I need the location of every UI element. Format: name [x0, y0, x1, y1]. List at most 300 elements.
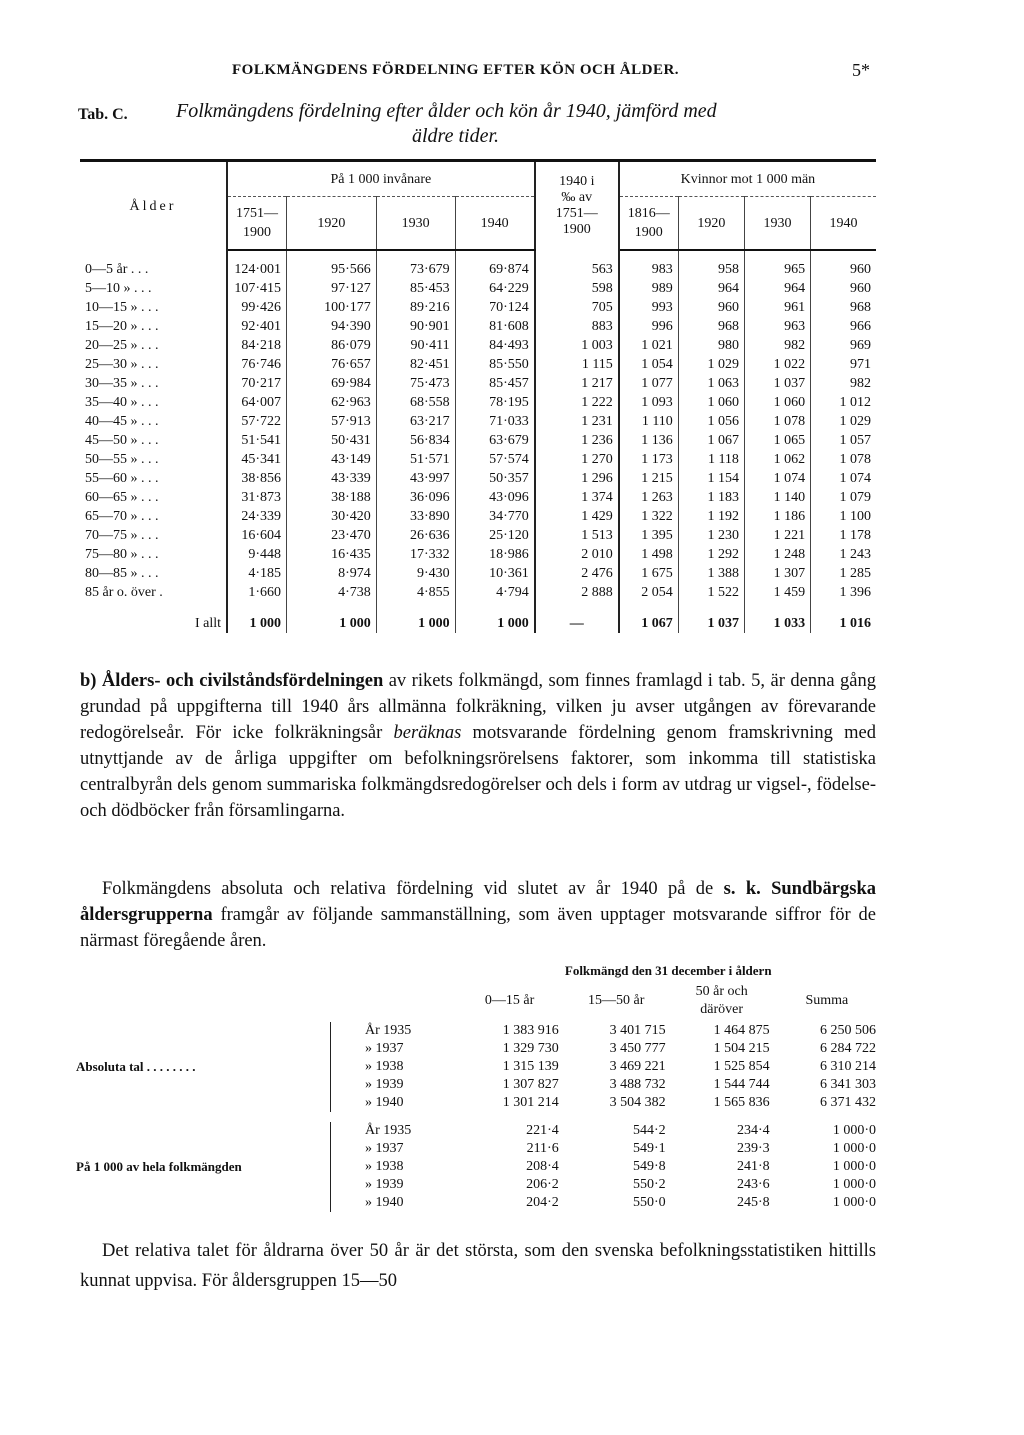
age-label: 0—5 år . . .	[80, 250, 227, 279]
women-per-men-cell: 1 285	[839, 566, 871, 581]
total-pm-cell: —	[535, 602, 619, 633]
per-1000-cell: 64·007	[227, 393, 287, 412]
comp-value-cell: 1 000·0	[832, 1123, 876, 1138]
per-1000-cell: 85·550	[455, 355, 535, 374]
comp-value-cell: 206·2	[526, 1177, 559, 1192]
pm-1940-cell: 563	[535, 250, 619, 279]
comp-value-cell: 6 371 432	[820, 1095, 876, 1110]
total-women-cell: 1 067	[619, 602, 679, 633]
total-row	[80, 602, 876, 633]
per-1000-cell: 25·120	[455, 526, 535, 545]
per-1000-cell: 69·874	[455, 250, 535, 279]
table-title-line1: Folkmängdens fördelning efter ålder och kön år 1940, jämförd med	[176, 100, 717, 122]
table-title-line2: äldre tider.	[412, 125, 500, 147]
year-label: » 1940	[365, 1095, 404, 1110]
pm-1940-cell: 1 296	[535, 469, 619, 488]
age-label: 80—85 » . . .	[80, 564, 227, 583]
header-a-1940: 1940	[455, 197, 535, 251]
women-per-men-cell: 961	[744, 298, 810, 317]
header-c-1930: 1930	[744, 197, 810, 251]
age-label: 30—35 » . . .	[80, 374, 227, 393]
per-1000-cell: 107·415	[227, 279, 287, 298]
age-label: 85 år o. över .	[80, 583, 227, 602]
women-per-men-cell: 1 077	[619, 374, 679, 393]
per-1000-cell: 99·426	[227, 298, 287, 317]
per-1000-cell: 63·679	[455, 431, 535, 450]
women-per-men-cell: 968	[678, 317, 744, 336]
group-spacer	[72, 1112, 880, 1122]
per-1000-cell: 4·794	[455, 583, 535, 602]
women-per-men-cell: 958	[678, 250, 744, 279]
comp-value-cell: 6 250 506	[820, 1023, 876, 1038]
per-1000-cell: 10·361	[455, 564, 535, 583]
per-1000-cell: 84·218	[227, 336, 287, 355]
running-title: FOLKMÄNGDENS FÖRDELNING EFTER KÖN OCH ÅLDER.	[232, 62, 680, 78]
comp-value-cell: 221·4	[526, 1123, 559, 1138]
women-per-men-cell: 1 060	[678, 393, 744, 412]
per-1000-cell: 71·033	[455, 412, 535, 431]
running-head	[0, 62, 1024, 86]
women-per-men-cell: 960	[850, 281, 871, 296]
year-label: » 1939	[365, 1177, 404, 1192]
per-1000-cell: 75·473	[376, 374, 455, 393]
women-per-men-cell: 980	[678, 336, 744, 355]
women-per-men-cell: 1 186	[744, 507, 810, 526]
per-1000-cell: 4·855	[376, 583, 455, 602]
women-per-men-cell: 963	[744, 317, 810, 336]
women-per-men-cell: 1 230	[678, 526, 744, 545]
pm-1940-cell: 2 010	[535, 545, 619, 564]
paragraph-b-text1: av rikets folkmängd, som finnes framlagd i tab. 5, är denna gång grundad på uppgifterna till 1940 års allmänna folkräkning, vilken ju avser utgången av förevarande redogörelseår. För icke folkräkningsår	[80, 671, 876, 743]
women-per-men-cell: 1 074	[744, 469, 810, 488]
year-label: År 1935	[365, 1123, 412, 1138]
per-1000-cell: 57·722	[227, 412, 287, 431]
header-c-1920: 1920	[678, 197, 744, 251]
total-women-cell: 1 037	[678, 602, 744, 633]
women-per-men-cell: 1 396	[839, 585, 871, 600]
per-1000-cell: 38·188	[287, 488, 377, 507]
year-label: » 1937	[365, 1041, 404, 1056]
women-per-men-cell: 1 192	[678, 507, 744, 526]
header-pm-line1: 1940 i	[559, 174, 595, 189]
per-1000-cell: 73·679	[376, 250, 455, 279]
women-per-men-cell: 1 078	[839, 452, 871, 467]
comp-value-cell: 1 329 730	[502, 1041, 559, 1056]
women-per-men-cell: 1 459	[744, 583, 810, 602]
comp-value-cell: 550·2	[633, 1177, 666, 1192]
comp-col-50-plus: 50 år och däröver	[695, 984, 748, 1017]
per-1000-cell: 16·604	[227, 526, 287, 545]
total-label: I allt	[80, 602, 227, 633]
women-per-men-cell: 1 307	[744, 564, 810, 583]
total-per-1000-cell: 1 000	[376, 602, 455, 633]
age-group-comparison-table	[72, 962, 880, 1212]
comp-value-cell: 1 301 214	[502, 1095, 559, 1110]
per-1000-cell: 57·574	[455, 450, 535, 469]
per-1000-cell: 62·963	[287, 393, 377, 412]
comp-value-cell: 1 464 875	[713, 1023, 770, 1038]
women-per-men-cell: 960	[678, 298, 744, 317]
per-1000-cell: 18·986	[455, 545, 535, 564]
per-1000-cell: 85·457	[455, 374, 535, 393]
header-c-1816-1900: 1816— 1900	[619, 197, 679, 251]
comp-value-cell: 3 401 715	[609, 1023, 666, 1038]
page-number: 5*	[852, 60, 870, 80]
women-per-men-cell: 1 215	[619, 469, 679, 488]
paragraph-c-text2: framgår av följande sammanställning, som även upptager motsvarande siffror för de närmast föregående åren.	[80, 905, 876, 951]
year-label: » 1940	[365, 1195, 404, 1210]
total-women-cell: 1 033	[744, 602, 810, 633]
women-per-men-cell: 1 110	[619, 412, 679, 431]
comp-value-cell: 3 504 382	[609, 1095, 666, 1110]
per-1000-cell: 81·608	[455, 317, 535, 336]
comp-super-header: Folkmängd den 31 december i åldern	[564, 963, 772, 978]
per-1000-cell: 76·657	[287, 355, 377, 374]
women-per-men-cell: 1 395	[619, 526, 679, 545]
women-per-men-cell: 964	[744, 279, 810, 298]
header-pm-line3: 1751—	[555, 206, 598, 221]
age-label: 15—20 » . . .	[80, 317, 227, 336]
age-label: 40—45 » . . .	[80, 412, 227, 431]
women-per-men-cell: 1 021	[619, 336, 679, 355]
women-per-men-cell: 1 292	[678, 545, 744, 564]
header-age: Ålder	[80, 162, 227, 250]
pm-1940-cell: 598	[535, 279, 619, 298]
pm-1940-cell: 1 003	[535, 336, 619, 355]
women-per-men-cell: 965	[744, 250, 810, 279]
per-1000-cell: 100·177	[287, 298, 377, 317]
year-label: » 1939	[365, 1077, 404, 1092]
table-row	[80, 279, 876, 298]
comp-value-cell: 1 000·0	[832, 1177, 876, 1192]
paragraph-c-text1: Folkmängdens absoluta och relativa fördelning vid slutet av år 1940 på de	[102, 879, 724, 899]
women-per-men-cell: 1 029	[678, 355, 744, 374]
comp-value-cell: 3 450 777	[609, 1041, 666, 1056]
pm-1940-cell: 1 115	[535, 355, 619, 374]
total-per-1000-cell: 1 000	[227, 602, 287, 633]
pm-1940-cell: 1 270	[535, 450, 619, 469]
women-per-men-cell: 1 029	[839, 414, 871, 429]
women-per-men-cell: 1 012	[839, 395, 871, 410]
per-1000-cell: 97·127	[287, 279, 377, 298]
comp-value-cell: 549·8	[633, 1159, 666, 1174]
pm-1940-cell: 705	[535, 298, 619, 317]
per-1000-cell: 70·217	[227, 374, 287, 393]
comp-value-cell: 1 383 916	[502, 1023, 559, 1038]
header-a-1751-1900: 1751— 1900	[227, 197, 287, 251]
pm-1940-cell: 2 476	[535, 564, 619, 583]
women-per-men-cell: 989	[619, 279, 679, 298]
per-1000-cell: 9·448	[227, 545, 287, 564]
comp-value-cell: 245·8	[737, 1195, 770, 1210]
table-row	[80, 488, 876, 507]
per-1000-cell: 24·339	[227, 507, 287, 526]
women-per-men-cell: 1 022	[744, 355, 810, 374]
women-per-men-cell: 1 221	[744, 526, 810, 545]
paragraph-b	[80, 668, 876, 824]
women-per-men-cell: 1 173	[619, 450, 679, 469]
per-1000-cell: 16·435	[287, 545, 377, 564]
table-row	[80, 355, 876, 374]
age-label: 5—10 » . . .	[80, 279, 227, 298]
women-per-men-cell: 993	[619, 298, 679, 317]
per-1000-cell: 63·217	[376, 412, 455, 431]
total-per-1000-cell: 1 000	[455, 602, 535, 633]
table-row	[80, 545, 876, 564]
women-per-men-cell: 1 498	[619, 545, 679, 564]
total-per-1000-cell: 1 000	[287, 602, 377, 633]
women-per-men-cell: 1 054	[619, 355, 679, 374]
pm-1940-cell: 1 217	[535, 374, 619, 393]
per-1000-cell: 33·890	[376, 507, 455, 526]
header-pm-line4: 1900	[562, 222, 591, 237]
year-label: » 1938	[365, 1059, 404, 1074]
pm-1940-cell: 883	[535, 317, 619, 336]
pm-1940-cell: 1 429	[535, 507, 619, 526]
per-1000-cell: 17·332	[376, 545, 455, 564]
table-row	[72, 1022, 880, 1040]
header-a-1920: 1920	[287, 197, 377, 251]
women-per-men-cell: 1 248	[744, 545, 810, 564]
age-label: 25—30 » . . .	[80, 355, 227, 374]
comp-value-cell: 6 284 722	[820, 1041, 876, 1056]
women-per-men-cell: 966	[850, 319, 871, 334]
women-per-men-cell: 1 322	[619, 507, 679, 526]
age-label: 20—25 » . . .	[80, 336, 227, 355]
comp-value-cell: 550·0	[633, 1195, 666, 1210]
pm-1940-cell: 1 236	[535, 431, 619, 450]
table-row	[80, 526, 876, 545]
women-per-men-cell: 1 037	[744, 374, 810, 393]
women-per-men-cell: 1 062	[744, 450, 810, 469]
comp-value-cell: 239·3	[737, 1141, 770, 1156]
women-per-men-cell: 1 100	[839, 509, 871, 524]
header-pm-1940	[535, 162, 619, 250]
age-label: 50—55 » . . .	[80, 450, 227, 469]
per-1000-cell: 90·411	[376, 336, 455, 355]
year-label: » 1938	[365, 1159, 404, 1174]
pm-1940-cell: 2 888	[535, 583, 619, 602]
per-1000-cell: 78·195	[455, 393, 535, 412]
per-1000-cell: 51·571	[376, 450, 455, 469]
paragraph-c-bold: s. k. Sundbärgska åldersgrupperna	[80, 879, 876, 925]
per-1000-cell: 36·096	[376, 488, 455, 507]
total-women-cell: 1 016	[839, 616, 871, 631]
table-row	[80, 374, 876, 393]
pm-1940-cell: 1 231	[535, 412, 619, 431]
pm-1940-cell: 1 374	[535, 488, 619, 507]
comp-col-15-50: 15—50 år	[588, 993, 645, 1008]
per-1000-cell: 90·901	[376, 317, 455, 336]
per-1000-cell: 50·431	[287, 431, 377, 450]
women-per-men-cell: 968	[850, 300, 871, 315]
comp-value-cell: 241·8	[737, 1159, 770, 1174]
pm-1940-cell: 1 222	[535, 393, 619, 412]
comp-value-cell: 1 544 744	[713, 1077, 770, 1092]
women-per-men-cell: 1 060	[744, 393, 810, 412]
group-brace	[331, 1022, 354, 1112]
table-row	[80, 336, 876, 355]
comp-value-cell: 1 565 836	[713, 1095, 770, 1110]
women-per-men-cell: 1 074	[839, 471, 871, 486]
women-per-men-cell: 1 243	[839, 547, 871, 562]
women-per-men-cell: 1 056	[678, 412, 744, 431]
comp-value-cell: 234·4	[737, 1123, 770, 1138]
women-per-men-cell: 1 183	[678, 488, 744, 507]
women-per-men-cell: 969	[850, 338, 871, 353]
per-1000-cell: 89·216	[376, 298, 455, 317]
women-per-men-cell: 1 136	[619, 431, 679, 450]
women-per-men-cell: 1 065	[744, 431, 810, 450]
per-1000-cell: 4·185	[227, 564, 287, 583]
comp-value-cell: 3 488 732	[609, 1077, 666, 1092]
comp-value-cell: 1 504 215	[713, 1041, 770, 1056]
per-1000-cell: 68·558	[376, 393, 455, 412]
per-1000-cell: 34·770	[455, 507, 535, 526]
women-per-men-cell: 1 154	[678, 469, 744, 488]
comp-value-cell: 204·2	[526, 1195, 559, 1210]
women-per-men-cell: 983	[619, 250, 679, 279]
per-1000-cell: 43·997	[376, 469, 455, 488]
women-per-men-cell: 1 063	[678, 374, 744, 393]
per-1000-cell: 70·124	[455, 298, 535, 317]
per-1000-cell: 64·229	[455, 279, 535, 298]
women-per-men-cell: 1 675	[619, 564, 679, 583]
comp-value-cell: 1 307 827	[502, 1077, 559, 1092]
comp-value-cell: 1 000·0	[832, 1195, 876, 1210]
per-1000-cell: 76·746	[227, 355, 287, 374]
per-1000-cell: 26·636	[376, 526, 455, 545]
per-1000-cell: 92·401	[227, 317, 287, 336]
comp-value-cell: 3 469 221	[609, 1059, 666, 1074]
table-row	[80, 450, 876, 469]
women-per-men-cell: 1 067	[678, 431, 744, 450]
women-per-men-cell: 996	[619, 317, 679, 336]
comp-value-cell: 549·1	[633, 1141, 666, 1156]
per-1000-cell: 1·660	[227, 583, 287, 602]
per-1000-cell: 43·149	[287, 450, 377, 469]
header-c-1940: 1940	[811, 197, 876, 251]
comp-value-cell: 211·6	[526, 1141, 559, 1156]
women-per-men-cell: 1 079	[839, 490, 871, 505]
age-label: 65—70 » . . .	[80, 507, 227, 526]
comp-value-cell: 1 000·0	[832, 1159, 876, 1174]
table-row	[80, 298, 876, 317]
women-per-men-cell: 982	[744, 336, 810, 355]
table-row	[80, 469, 876, 488]
women-per-men-cell: 964	[678, 279, 744, 298]
group-brace	[331, 1122, 354, 1212]
group-label: Absoluta tal . . . . . . . .	[76, 1059, 196, 1074]
table-row	[80, 393, 876, 412]
per-1000-cell: 57·913	[287, 412, 377, 431]
table-row	[80, 431, 876, 450]
women-per-men-cell: 960	[850, 262, 871, 277]
per-1000-cell: 69·984	[287, 374, 377, 393]
per-1000-cell: 85·453	[376, 279, 455, 298]
header-per-1000: På 1 000 invånare	[227, 162, 535, 197]
table-label: Tab. C.	[78, 106, 128, 123]
women-per-men-cell: 1 388	[678, 564, 744, 583]
comp-value-cell: 1 315 139	[502, 1059, 559, 1074]
age-distribution-table	[80, 159, 876, 633]
comp-value-cell: 1 000·0	[832, 1141, 876, 1156]
table-row	[80, 317, 876, 336]
age-label: 70—75 » . . .	[80, 526, 227, 545]
women-per-men-cell: 982	[850, 376, 871, 391]
paragraph-b-lead: b) Ålders- och civilståndsfördelningen	[80, 671, 384, 691]
women-per-men-cell: 1 118	[678, 450, 744, 469]
per-1000-cell: 56·834	[376, 431, 455, 450]
comp-value-cell: 544·2	[633, 1123, 666, 1138]
comp-col-summa: Summa	[805, 993, 849, 1008]
per-1000-cell: 124·001	[227, 250, 287, 279]
comp-value-cell: 1 525 854	[713, 1059, 770, 1074]
per-1000-cell: 84·493	[455, 336, 535, 355]
age-label: 35—40 » . . .	[80, 393, 227, 412]
per-1000-cell: 23·470	[287, 526, 377, 545]
women-per-men-cell: 1 078	[744, 412, 810, 431]
per-1000-cell: 43·339	[287, 469, 377, 488]
table-row	[80, 507, 876, 526]
women-per-men-cell: 2 054	[619, 583, 679, 602]
per-1000-cell: 9·430	[376, 564, 455, 583]
age-label: 55—60 » . . .	[80, 469, 227, 488]
women-per-men-cell: 1 057	[839, 433, 871, 448]
year-label: År 1935	[365, 1023, 412, 1038]
women-per-men-cell: 1 263	[619, 488, 679, 507]
comp-value-cell: 6 341 303	[820, 1077, 876, 1092]
comp-value-cell: 208·4	[526, 1159, 559, 1174]
per-1000-cell: 95·566	[287, 250, 377, 279]
comp-value-cell: 6 310 214	[820, 1059, 876, 1074]
age-label: 45—50 » . . .	[80, 431, 227, 450]
closing-paragraph: Det relativa talet för åldrarna över 50 år är det största, som den svenska befolkningsstatistiken hittills kunnat uppvisa. För åldersgruppen 15—50	[80, 1241, 876, 1291]
per-1000-cell: 86·079	[287, 336, 377, 355]
table-row	[80, 412, 876, 431]
year-label: » 1937	[365, 1141, 404, 1156]
table-row	[72, 1122, 880, 1140]
comp-col-0-15: 0—15 år	[484, 993, 535, 1008]
per-1000-cell: 43·096	[455, 488, 535, 507]
table-row	[80, 583, 876, 602]
per-1000-cell: 51·541	[227, 431, 287, 450]
per-1000-cell: 94·390	[287, 317, 377, 336]
per-1000-cell: 30·420	[287, 507, 377, 526]
women-per-men-cell: 971	[850, 357, 871, 372]
paragraph-b-text2: motsvarande fördelning genom framskrivning med utnyttjande av de årliga uppgifter om befolkningsrörelsens faktorer, som inkomma till statistiska centralbyrån dels genom summariska folkmängdsredogörelser och dels i form av utdrag ur vigsel-, födelse- och dödböcker från församlingarna.	[80, 723, 876, 821]
women-per-men-cell: 1 522	[678, 583, 744, 602]
table-row	[80, 250, 876, 279]
women-per-men-cell: 1 093	[619, 393, 679, 412]
per-1000-cell: 50·357	[455, 469, 535, 488]
table-row	[80, 564, 876, 583]
header-women-per-men: Kvinnor mot 1 000 män	[619, 162, 876, 197]
header-pm-line2: ‰ av	[561, 190, 593, 205]
age-label: 10—15 » . . .	[80, 298, 227, 317]
per-1000-cell: 31·873	[227, 488, 287, 507]
per-1000-cell: 38·856	[227, 469, 287, 488]
age-label: 60—65 » . . .	[80, 488, 227, 507]
women-per-men-cell: 1 140	[744, 488, 810, 507]
header-a-1930: 1930	[376, 197, 455, 251]
age-label: 75—80 » . . .	[80, 545, 227, 564]
group-label: På 1 000 av hela folkmängden	[76, 1159, 242, 1174]
paragraph-b-italic: beräknas	[393, 723, 462, 743]
women-per-men-cell: 1 178	[839, 528, 871, 543]
pm-1940-cell: 1 513	[535, 526, 619, 545]
per-1000-cell: 8·974	[287, 564, 377, 583]
